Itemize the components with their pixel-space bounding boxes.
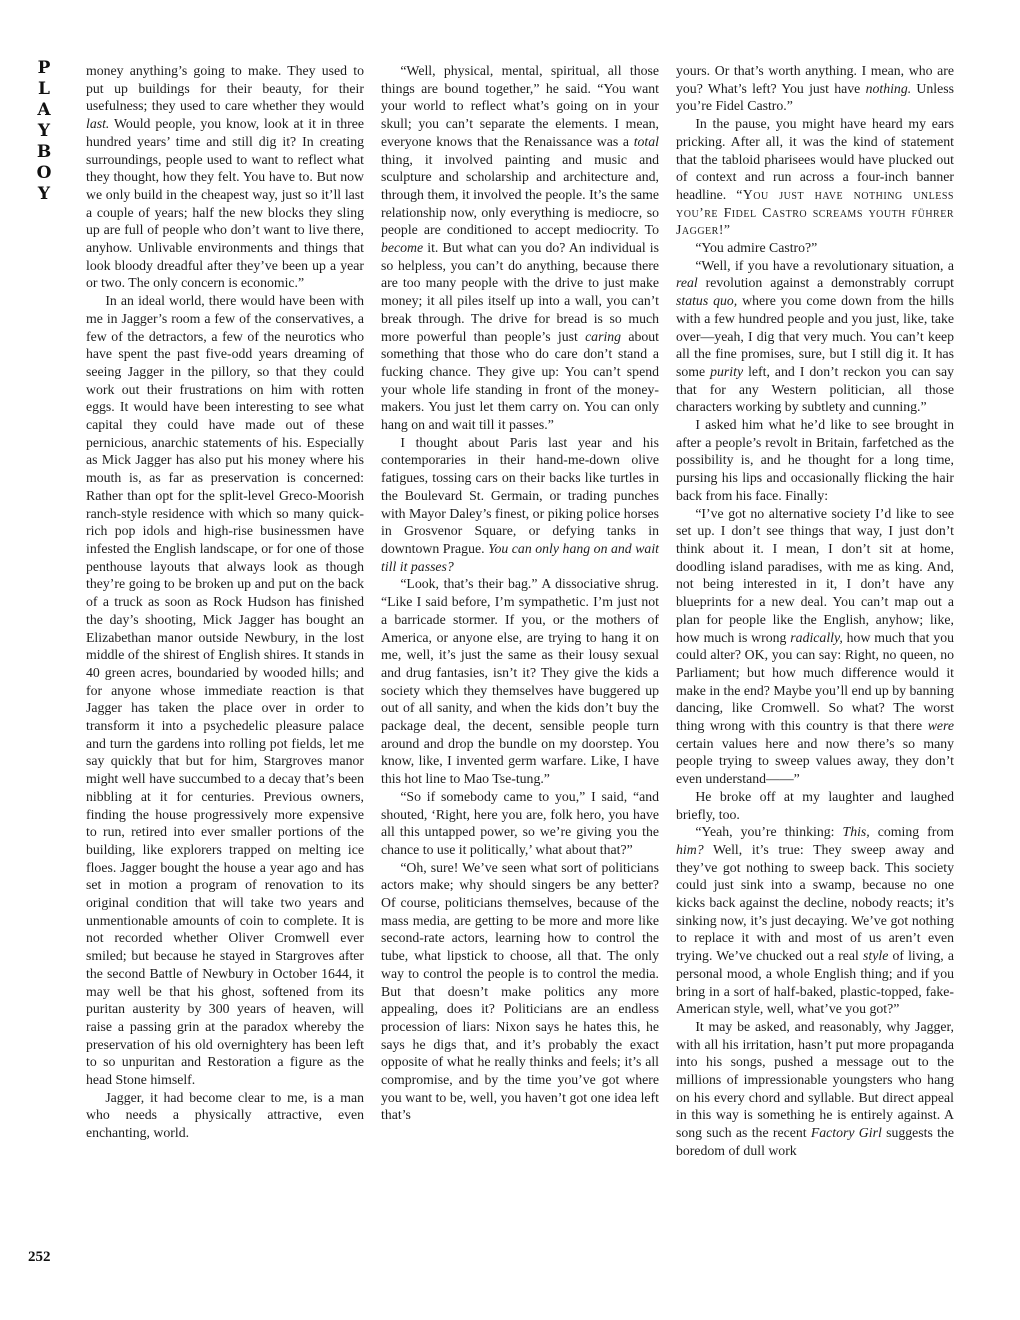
masthead-letter: P — [37, 58, 51, 78]
article-paragraph: He broke off at my laughter and laughed briefly, too. — [676, 788, 954, 822]
masthead-letter: B — [36, 142, 52, 162]
article-paragraph: I asked him what he’d like to see brought in after a people’s revolt in Britain, farfetched as the possibility is, and he thought for a long time, pursing his lips and occasionally flicking the hair back from his face. Finally: — [676, 417, 954, 503]
article-paragraph: Jagger, it had become clear to me, is a man who needs a physically attractive, even enchanting, world. — [86, 1089, 364, 1141]
article-paragraph: It may be asked, and reasonably, why Jagger, with all his irritation, hasn’t put more propaganda into his songs, pushed a message out to the millions of impressionable youngsters who hang on his every chord and syllable. But direct appeal in this way is something he is entirely against. A song such as the recent Factory Girl suggests the boredom of dull work — [676, 1018, 955, 1158]
article-paragraph: “Oh, sure! We’ve seen what sort of politicians actors make; why should singers be any better? Of course, politicians themselves, because of the mass media, are getting to be more and more like second-rate actors, learning how to control the tube, what lipstick to choose, all that. The only way to control the people is to control the media. But that doesn’t make politics any more appealing, does it? Politicians are an endless procession of liars: Nixon says he hates this, he says he digs that, and it’s probably the exact opposite of what he really thinks and feels; it’s all compromise, and by the time you’ve got where you want to be, well, you haven’t got one idea left that’s — [381, 859, 659, 1123]
article-paragraph: In an ideal world, there would have been with me in Jagger’s room a few of the conservatives, a few of the detractors, a few of the neurotics who have spent the past five-odd years dreaming of seeing Jagger in the pillory, so that they could work out their frustrations on him with rotten eggs. It would have been interesting to see what capital they could have made out of these pernicious, anarchic statements of his. Especially as Mick Jagger has also put his money where his mouth is, as far as preservation is concerned: Rather than opt for the split-level Greco-Moorish ranch-style residence with which so many quick-rich pop idols and high-rise businessmen have infested the English landscape, or for one of those penthouse layouts that always look as though they’re going to be broken up and put on the back of a truck as soon as Rock Hudson has finished the day’s shooting, Mick Jagger has bought an Elizabethan manor outside Newbury, in the lost middle of the shirest of English shires. It stands in 40 green acres, boundaried by wooded hills; and for anyone whose immediate reaction is that Jagger has taken the place over in order to transform it into a psychedelic pleasure palace and turn the gardens into rolling pot fields, let me say quickly that but for him, Stargroves manor might well have succumbed to a decay that’s been nibbling at it for centuries. Previous owners, finding the house progressively more expensive to run, retired into ever smaller portions of the building, like explorers trapped on melting ice floes. Jagger bought the house a year ago and has set in motion a program of renovation to its original condition that will take two years and unmentionable amounts of coin to complete. It is not recorded whether Oliver Cromwell ever smiled; but because he stayed in Stargroves after the second Battle of Newbury in October 1644, it may well be that his ghost, softened from its puritan austerity by 300 years of heaven, will raise a passing grin at the paradox whereby the preservation of his old overnightery has been left to so unpuritan and Restoration a figure as the head Stone himself. — [86, 293, 364, 1088]
article-column-1 — [86, 62, 364, 1142]
masthead-letter: A — [37, 100, 51, 120]
masthead-letter: O — [36, 163, 52, 183]
masthead-letter: Y — [37, 121, 51, 141]
article-column-2 — [381, 62, 659, 1124]
article-paragraph: “I’ve got no alternative society I’d like to see set up. I don’t see things that way, I just don’t think about it. I mean, I don’t sit at home, doodling island paradises, with me as king. And, not being interested in it, I don’t have any blueprints for a new deal. You can’t map out a plan for people like the English, anyhow; like, how much is wrong radically, how much that you could alter? OK, you can say: Right, no queen, no Parliament; but how much difference would it make in the end? Maybe you’ll end up by banning dancing, like Cromwell. So what? The worst thing wrong with this country is that there were certain values here and now there’s so many people trying to sweep values away, they don’t even understand——” — [676, 505, 955, 787]
masthead-letter: L — [38, 79, 50, 99]
article-paragraph: “So if somebody came to you,” I said, “and shouted, ‘Right, here you are, folk hero, you have all this untapped power, so we’re giving you the chance to use it politically,’ what about that?” — [381, 788, 659, 857]
article-paragraph: I thought about Paris last year and his contemporaries in their hand-me-down olive fatigues, tossing cars on their backs like turtles in the Boulevard St. Germain, or trading punches with Mayor Daley’s finest, or piking police horses in Grosvenor Square, or defying tanks in downtown Prague. You can only hang on and wait till it passes? — [381, 434, 659, 574]
page-number: 252 — [28, 1249, 51, 1265]
article-paragraph: money anything’s going to make. They used to put up buildings for their beauty, for their usefulness; they used to care whether they would last. Would people, you know, look at it in three hundred years’ time and still dig it? In creating surroundings, people used to want to reflect what they thought, how they felt. You have to. But now we only build in the cheapest way, just so it’ll last a couple of years; half the new blocks they sling up are full of people who don’t want to live there, anyhow. Unlivable environments and things that look bloody dreadful after they’ve been up a year or two. The only concern is economic.” — [86, 63, 364, 291]
masthead-letter: Y — [37, 184, 51, 204]
magazine-masthead-vertical — [22, 58, 66, 205]
article-column-3 — [676, 62, 954, 1160]
article-paragraph: “Well, if you have a revolutionary situation, a real revolution against a demonstrably corrupt status quo, where you come down from the hills with a few hundred people and you just, like, take over—yeah, I dig that very much. You can’t keep all the fine promises, sure, but I still dig it. It has some purity left, and I don’t reckon you can say that for any Western politician, all those characters working by subtlety and cunning.” — [676, 257, 955, 415]
article-paragraph: “Well, physical, mental, spiritual, all those things are bound together,” he said. “You want your world to reflect what’s going on in your skull; you can’t separate the elements. I mean, everyone knows that the Renaissance was a total thing, it involved painting and music and sculpture and scholarship and architecture and, through them, it involved the people. It’s the same relationship now, only everything is mediocre, so people are conditioned to accept mediocrity. To become it. But what can you do? An individual is so helpless, you can’t do anything, because there are too many people with the drive to just make money; it all piles itself up into a wall, you can’t break through. The drive for bread is so much more powerful than people’s just caring about something that those who do care don’t stand a fucking chance. They give up: You can’t spend your whole life standing in front of the money-makers. You just let them carry on. You can only hang on and wait till it passes.” — [381, 63, 659, 433]
article-paragraph: “You admire Castro?” — [695, 240, 818, 256]
article-paragraph: In the pause, you might have heard my ears pricking. After all, it was the kind of statement that the tabloid pharisees would have plucked out of context and run across a four-inch banner headline. “You just have nothing unless you’re Fidel Castro screams youth führer Jagger!” — [676, 116, 954, 238]
article-paragraph: “Look, that’s their bag.” A dissociative shrug. “Like I said before, I’m sympathetic. I’m just not a barricade stormer. If you, or the mothers of America, or anyone else, are trying to hang it on me, well, it’s just the same as their lousy sexual and drug fantasies, isn’t it? They give the kids a society which they themselves have buggered up out of all sanity, and when the kids don’t buy the package deal, the decent, sensible people turn around and drop the bundle on my doorstep. You know, like, I invented germ warfare. Like, I have this hot line to Mao Tse-tung.” — [381, 576, 659, 787]
article-paragraph: yours. Or that’s worth anything. I mean, who are you? What’s left? You just have nothing. Unless you’re Fidel Castro.” — [676, 63, 954, 114]
article-paragraph: “Yeah, you’re thinking: This, coming from him? Well, it’s true: They sweep away and they’ve got nothing to sweep back. This society could just sink into a swamp, because no one kicks back against the decline, nobody reacts; it’s sinking now, it’s just decaying. We’ve got nothing to replace it with and most of us aren’t even trying. We’ve chucked out a real style of living, a personal mood, a whole English thing; and if you bring in a sort of half-baked, plastic-topped, fake-American style, well, what’ve you got?” — [676, 824, 954, 1017]
